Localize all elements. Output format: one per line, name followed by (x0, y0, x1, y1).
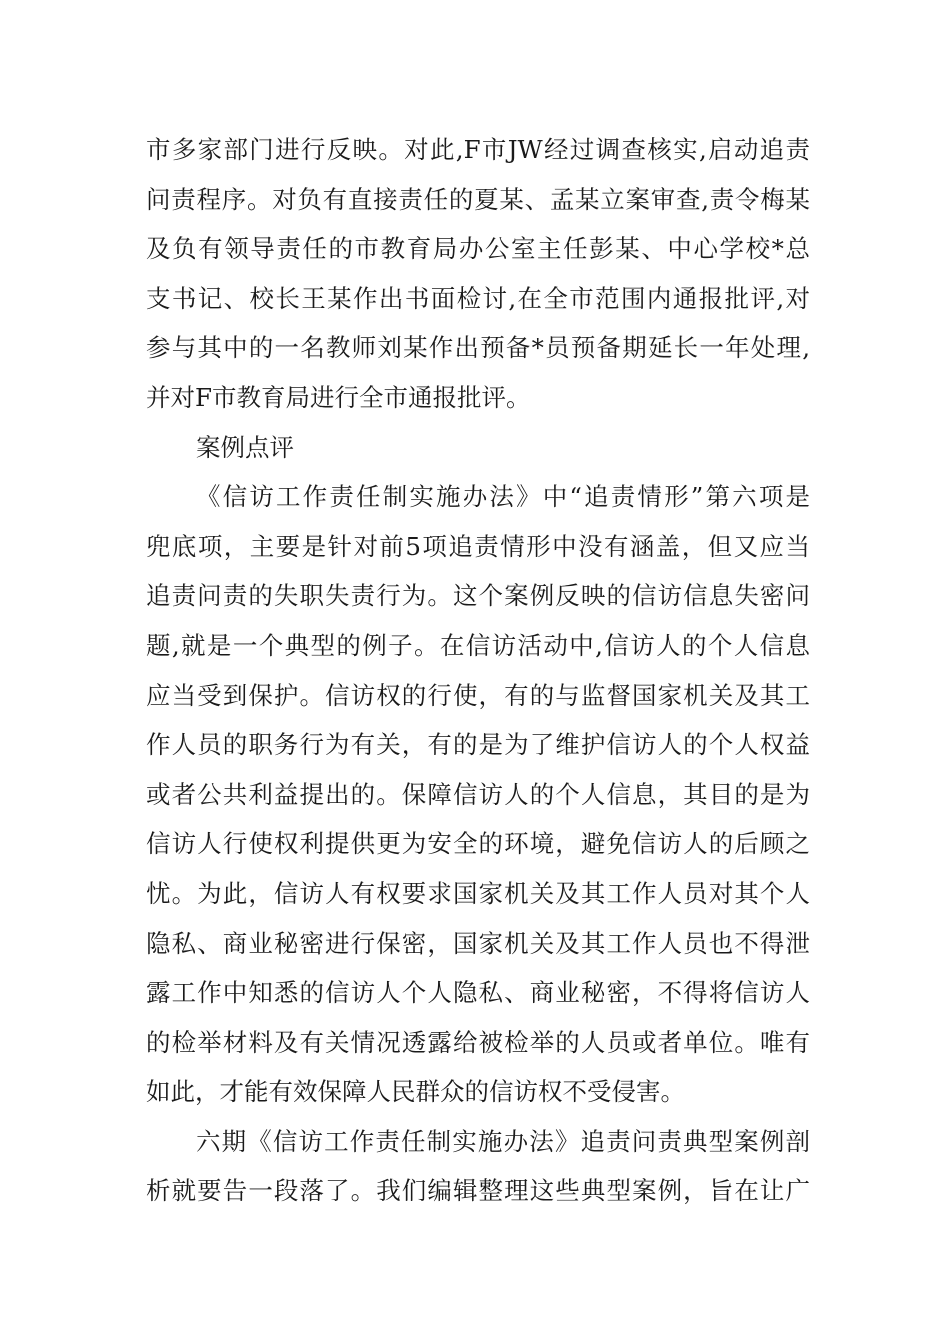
text-line: 六期《信访工作责任制实施办法》追责问责典型案例剖 (196, 1126, 810, 1156)
text-line: 忧。为此，信访人有权要求国家机关及其工作人员对其个人 (146, 878, 810, 908)
text-line: 或者公共利益提出的。保障信访人的个人信息，其目的是为 (146, 779, 810, 809)
text-line: 市多家部门进行反映。对此,F市JW经过调查核实,启动追责 (146, 135, 810, 164)
text-line: 信访人行使权利提供更为安全的环境，避免信访人的后顾之 (146, 829, 810, 859)
document-body-text (146, 125, 810, 1216)
section-heading: 案例点评 (196, 432, 294, 462)
text-line: 追责问责的失职失责行为。这个案例反映的信访信息失密问 (146, 581, 810, 611)
text-line: 析就要告一段落了。我们编辑整理这些典型案例，旨在让广 (146, 1176, 810, 1206)
text-line: 如此，才能有效保障人民群众的信访权不受侵害。 (146, 1077, 685, 1107)
text-line: 作人员的职务行为有关，有的是为了维护信访人的个人权益 (146, 730, 810, 760)
text-line: 参与其中的一名教师刘某作出预备*员预备期延长一年处理, (146, 333, 810, 363)
text-line: 的检举材料及有关情况透露给被检举的人员或者单位。唯有 (146, 1027, 810, 1057)
text-line: 应当受到保护。信访权的行使，有的与监督国家机关及其工 (146, 680, 810, 710)
text-line: 支书记、校长王某作出书面检讨,在全市范围内通报批评,对 (146, 283, 810, 313)
text-line: 并对F市教育局进行全市通报批评。 (146, 382, 531, 412)
text-line: 《信访工作责任制实施办法》中“追责情形”第六项是 (196, 482, 810, 512)
text-line: 隐私、商业秘密进行保密，国家机关及其工作人员也不得泄 (146, 928, 810, 958)
text-line: 兜底项，主要是针对前5项追责情形中没有涵盖，但又应当 (146, 531, 810, 561)
text-line: 露工作中知悉的信访人个人隐私、商业秘密，不得将信访人 (146, 978, 810, 1008)
text-line: 及负有领导责任的市教育局办公室主任彭某、中心学校*总 (146, 234, 810, 264)
text-line: 题,就是一个典型的例子。在信访活动中,信访人的个人信息 (146, 630, 810, 660)
text-line: 问责程序。对负有直接责任的夏某、孟某立案审查,责令梅某 (146, 184, 810, 214)
